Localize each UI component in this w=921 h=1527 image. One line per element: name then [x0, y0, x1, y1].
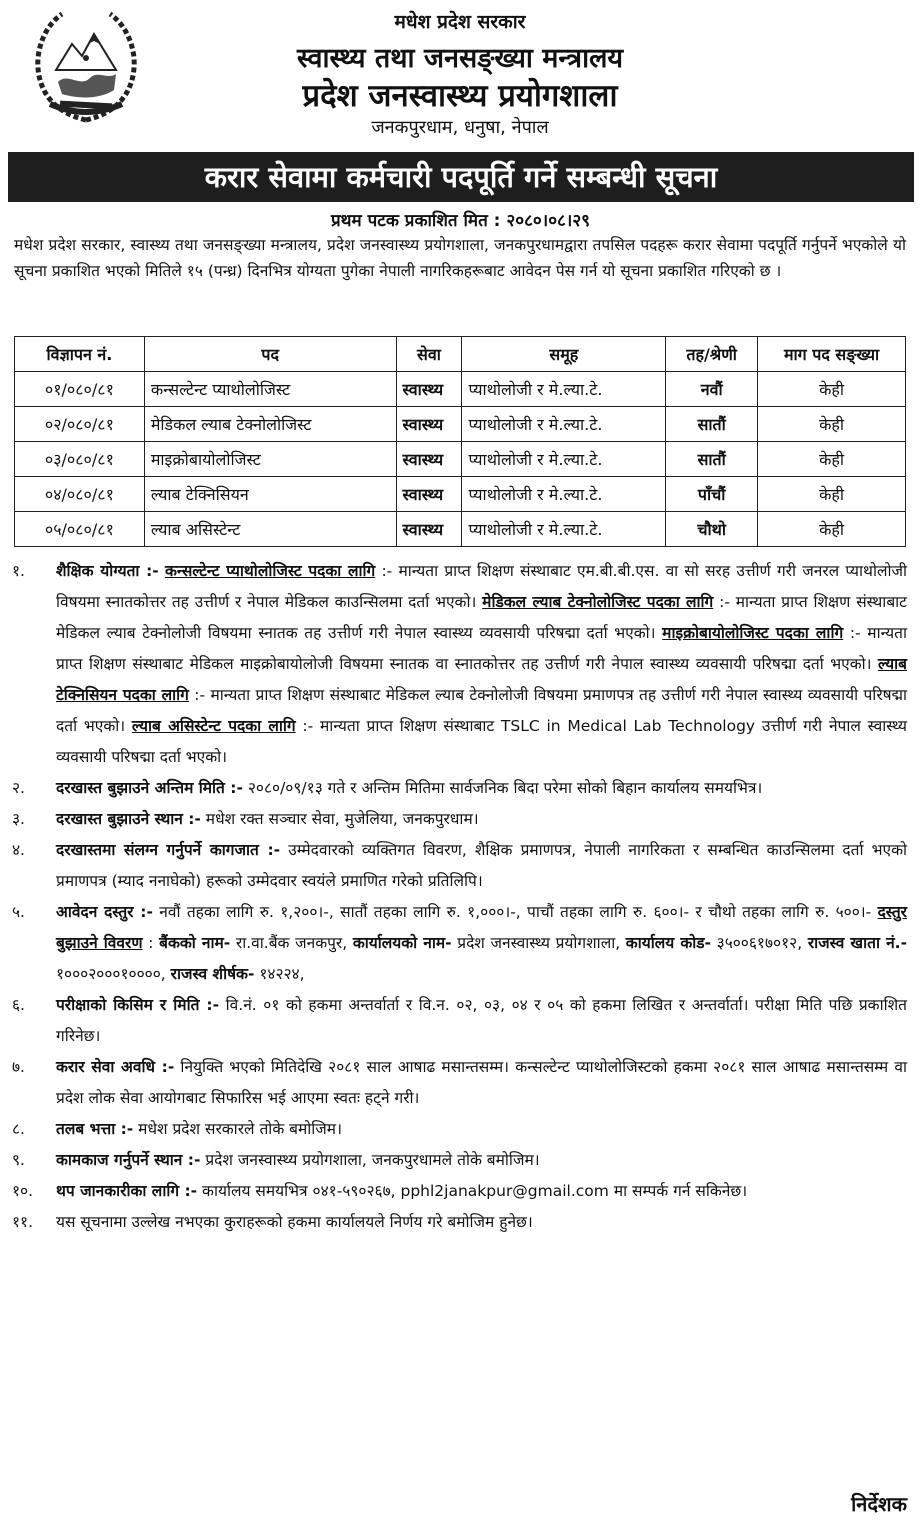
post-label-microbiologist: माइक्रोबायोलोजिस्ट पदका लागि [662, 624, 844, 642]
published-date: प्रथम पटक प्रकाशित मित : २०८०।०८।२९ [330, 211, 591, 231]
col-header-quota: माग पद सङ्ख्या [758, 337, 906, 372]
term-text [56, 990, 907, 1052]
post-label-technician: ल्याब टेक्निसियन पदका लागि [56, 655, 907, 704]
term-body: : [142, 934, 160, 952]
term-text [56, 1145, 907, 1176]
term-body: वि.नं. ०१ को हकमा अन्तर्वार्ता र वि.न. ०२, ०३, ०४ र ०५ को हकमा लिखित र अन्तर्वार्ता। परीक्षा मिति पछि प्रकाशित गरिनेछ। [56, 996, 907, 1045]
term-body: मधेश रक्त सञ्चार सेवा, मुजेलिया, जनकपुरधाम। [200, 810, 479, 828]
term-body: यस सूचनामा उल्लेख नभएका कुराहरूको हकमा कार्यालयले निर्णय गरे बमोजिम हुनेछ। [56, 1213, 533, 1231]
cell-post: मेडिकल ल्याब टेक्नोलोजिस्ट [144, 407, 396, 442]
office-code-label: कार्यालय कोड- [625, 934, 711, 952]
term-other [12, 1207, 907, 1238]
term-contract-period [12, 1052, 907, 1114]
term-title: आवेदन दस्तुर :- [56, 903, 153, 921]
cell-level: पाँचौं [666, 477, 758, 512]
cell-ad-no: ०१/०८०/८१ [15, 372, 145, 407]
term-body: :- मान्यता प्राप्त शिक्षण संस्थाबाट मेडिकल ल्याब टेक्नोलोजी विषयमा स्नातक तह उत्तीर्ण गरी नेपाल स्वास्थ्य व्यवसायी परिषद्मा दर्ता भएको। [56, 593, 907, 642]
cell-group: प्याथोलोजी र मे.ल्या.टे. [462, 372, 666, 407]
term-title: परीक्षाको किसिम र मिति :- [56, 996, 220, 1014]
cell-group: प्याथोलोजी र मे.ल्या.टे. [462, 442, 666, 477]
office-code: ३५००६१७०१२, [710, 934, 808, 952]
cell-quota: केही [758, 477, 906, 512]
term-title: दरखास्तमा संलग्न गर्नुपर्ने कागजात :- [56, 841, 281, 859]
term-body: :- मान्यता प्राप्त शिक्षण संस्थाबाट मेडिकल माइक्रोबायोलोजी विषयमा स्नातक वा स्नातकोत्तर तह उत्तीर्ण गरी नेपाल स्वास्थ्य व्यवसायी परिषद्मा दर्ता भएको। [56, 624, 907, 673]
term-text [56, 1176, 907, 1207]
office-name-label: कार्यालयको नाम- [352, 934, 452, 952]
term-title: दरखास्त बुझाउने स्थान :- [56, 810, 201, 828]
term-number: ३. [12, 810, 25, 828]
table-row [15, 372, 906, 407]
cell-quota: केही [758, 512, 906, 547]
notice-terms [12, 556, 907, 1238]
cell-quota: केही [758, 442, 906, 477]
term-text [56, 897, 907, 990]
signature-director: निर्देशक [851, 1492, 907, 1516]
term-text [56, 556, 907, 773]
post-label-consultant: कन्सल्टेन्ट प्याथोलोजिस्ट पदका लागि [164, 562, 376, 580]
cell-service: स्वास्थ्य [396, 372, 462, 407]
cell-service: स्वास्थ्य [396, 407, 462, 442]
term-documents [12, 835, 907, 897]
post-label-technologist: मेडिकल ल्याब टेक्नोलोजिस्ट पदका लागि [482, 593, 714, 611]
header-ministry: स्वास्थ्य तथा जनसङ्ख्या मन्त्रालय [296, 43, 624, 74]
office-name: प्रदेश जनस्वास्थ्य प्रयोगशाला, [451, 934, 626, 952]
term-body: उम्मेदवारको व्यक्तिगत विवरण, शैक्षिक प्रमाणपत्र, नेपाली नागरिकता र सम्बन्धित काउन्सिलमा दर्ता भएको प्रमाणपत्र (म्याद ननाघेको) हरूको उम्मेदवार स्वयंले प्रमाणित गरेको प्रतिलिपि। [56, 841, 907, 890]
col-header-level: तह/श्रेणी [666, 337, 758, 372]
government-emblem [32, 8, 140, 126]
cell-ad-no: ०२/०८०/८१ [15, 407, 145, 442]
bank-name: रा.वा.बैंक जनकपुर, [230, 934, 353, 952]
cell-level: सातौं [666, 442, 758, 477]
table-row [15, 512, 906, 547]
term-title: तलब भत्ता :- [56, 1120, 134, 1138]
table-header-row [15, 337, 906, 372]
term-body: :- मान्यता प्राप्त शिक्षण संस्थाबाट TSLC in Medical Lab Technology उत्तीर्ण गरी नेपाल स्वास्थ्य व्यवसायी परिषद्मा दर्ता भएको। [56, 717, 908, 766]
term-text [56, 1114, 907, 1145]
table-row [15, 442, 906, 477]
term-number: ८. [12, 1120, 25, 1138]
cell-level: नवौं [666, 372, 758, 407]
cell-post: माइक्रोबायोलोजिस्ट [144, 442, 396, 477]
term-body: कार्यालय समयभित्र ०४१-५९०२६७, pphl2janakpur@gmail.com मा सम्पर्क गर्न सकिनेछ। [197, 1182, 748, 1200]
cell-post: कन्सल्टेन्ट प्याथोलोजिस्ट [144, 372, 396, 407]
term-title: शैक्षिक योग्यता :- [56, 562, 159, 580]
cell-group: प्याथोलोजी र मे.ल्या.टे. [462, 512, 666, 547]
term-body: २०८०/०९/१३ गते र अन्तिम मितिमा सार्वजनिक बिदा परेमा सोको बिहान कार्यालय समयभित्र। [242, 779, 763, 797]
term-number: १. [12, 562, 25, 580]
table-row [15, 477, 906, 512]
term-text [56, 804, 907, 835]
term-number: ४. [12, 841, 25, 859]
col-header-group: समूह [462, 337, 666, 372]
term-title: दरखास्त बुझाउने अन्तिम मिति :- [56, 779, 243, 797]
term-body: नियुक्ति भएको मितिदेखि २०८१ साल आषाढ मसान्तसम्म। कन्सल्टेन्ट प्याथोलोजिस्टको हकमा २०८१ साल आषाढ मसान्तसम्म वा प्रदेश लोक सेवा आयोगबाट सिफारिस भई आएमा स्वतः हट्ने गरी। [56, 1058, 907, 1107]
col-header-post: पद [144, 337, 396, 372]
cell-post: ल्याब टेक्निसियन [144, 477, 396, 512]
term-body: :- मान्यता प्राप्त शिक्षण संस्थाबाट मेडिकल ल्याब टेक्नोलोजी विषयमा प्रमाणपत्र तह उत्तीर्ण गरी नेपाल स्वास्थ्य व्यवसायी परिषद्मा दर्ता भएको। [56, 686, 907, 735]
header-government: मधेश प्रदेश सरकार [394, 11, 526, 33]
cell-service: स्वास्थ्य [396, 512, 462, 547]
bank-name-label: बैंकको नाम- [159, 934, 231, 952]
term-text [56, 1052, 907, 1114]
cell-level: चौथो [666, 512, 758, 547]
revenue-head-label: राजस्व शीर्षक- [170, 965, 255, 983]
header-address: जनकपुरधाम, धनुषा, नेपाल [371, 117, 549, 138]
term-number: ६. [12, 996, 25, 1014]
table-row [15, 407, 906, 442]
term-deadline [12, 773, 907, 804]
term-contact [12, 1176, 907, 1207]
term-number: १०. [12, 1182, 34, 1200]
term-number: २. [12, 779, 25, 797]
term-body: प्रदेश जनस्वास्थ्य प्रयोगशाला, जनकपुरधामले तोके बमोजिम। [200, 1151, 540, 1169]
term-text [56, 835, 907, 897]
intro-paragraph: मधेश प्रदेश सरकार, स्वास्थ्य तथा जनसङ्ख्या मन्त्रालय, प्रदेश जनस्वास्थ्य प्रयोगशाला, जनकपुरधामद्वारा तपसिल पदहरू करार सेवामा पदपूर्ति गर्नुपर्ने भएकोले यो सूचना प्रकाशित भएको मितिले १५ (पन्ध्र) दिनभित्र योग्यता पुगेका नेपाली नागरिकहरूबाट आवेदन पेस गर्न यो सूचना प्रकाशित गरिएको छ । [14, 236, 906, 280]
cell-ad-no: ०३/०८०/८१ [15, 442, 145, 477]
col-header-ad-no: विज्ञापन नं. [15, 337, 145, 372]
vacancy-table [14, 336, 906, 547]
cell-ad-no: ०५/०८०/८१ [15, 512, 145, 547]
term-workplace [12, 1145, 907, 1176]
cell-service: स्वास्थ्य [396, 477, 462, 512]
term-number: ११. [12, 1213, 34, 1231]
term-number: ५. [12, 903, 25, 921]
cell-quota: केही [758, 407, 906, 442]
fee-details-label: दस्तुर बुझाउने विवरण [56, 903, 907, 952]
term-number: ७. [12, 1058, 25, 1076]
cell-quota: केही [758, 372, 906, 407]
term-number: ९. [12, 1151, 25, 1169]
term-fee [12, 897, 907, 990]
cell-ad-no: ०४/०८०/८१ [15, 477, 145, 512]
revenue-account-label: राजस्व खाता नं.- [807, 934, 908, 952]
notice-title-banner: करार सेवामा कर्मचारी पदपूर्ति गर्ने सम्बन्धी सूचना [8, 152, 914, 202]
header-office: प्रदेश जनस्वास्थ्य प्रयोगशाला [302, 78, 618, 114]
term-text [56, 773, 907, 804]
post-label-assistant: ल्याब असिस्टेन्ट पदका लागि [131, 717, 296, 735]
term-title: कामकाज गर्नुपर्ने स्थान :- [56, 1151, 201, 1169]
term-submission-place [12, 804, 907, 835]
term-title: थप जानकारीका लागि :- [56, 1182, 198, 1200]
cell-service: स्वास्थ्य [396, 442, 462, 477]
cell-level: सातौं [666, 407, 758, 442]
term-body: :- मान्यता प्राप्त शिक्षण संस्थाबाट एम.बी.बी.एस. वा सो सरह उत्तीर्ण गरी जनरल प्याथोलोजी विषयमा स्नातकोत्तर तह उत्तीर्ण र नेपाल मेडिकल काउन्सिलमा दर्ता भएको। [56, 562, 907, 611]
term-body: मधेश प्रदेश सरकारले तोके बमोजिम। [133, 1120, 342, 1138]
term-qualification [12, 556, 907, 773]
term-body: नवौं तहका लागि रु. १,२००।-, सातौं तहका लागि रु. १,०००।-, पाचौं तहका लागि रु. ६००।- र चौथो तहका लागि रु. ५००।- [152, 903, 878, 921]
revenue-account: १०००२०००१००००, [56, 965, 171, 983]
cell-post: ल्याब असिस्टेन्ट [144, 512, 396, 547]
cell-group: प्याथोलोजी र मे.ल्या.टे. [462, 407, 666, 442]
col-header-service: सेवा [396, 337, 462, 372]
cell-group: प्याथोलोजी र मे.ल्या.टे. [462, 477, 666, 512]
term-title: करार सेवा अवधि :- [56, 1058, 175, 1076]
term-salary [12, 1114, 907, 1145]
revenue-head: १४२२४, [254, 965, 305, 983]
term-exam [12, 990, 907, 1052]
